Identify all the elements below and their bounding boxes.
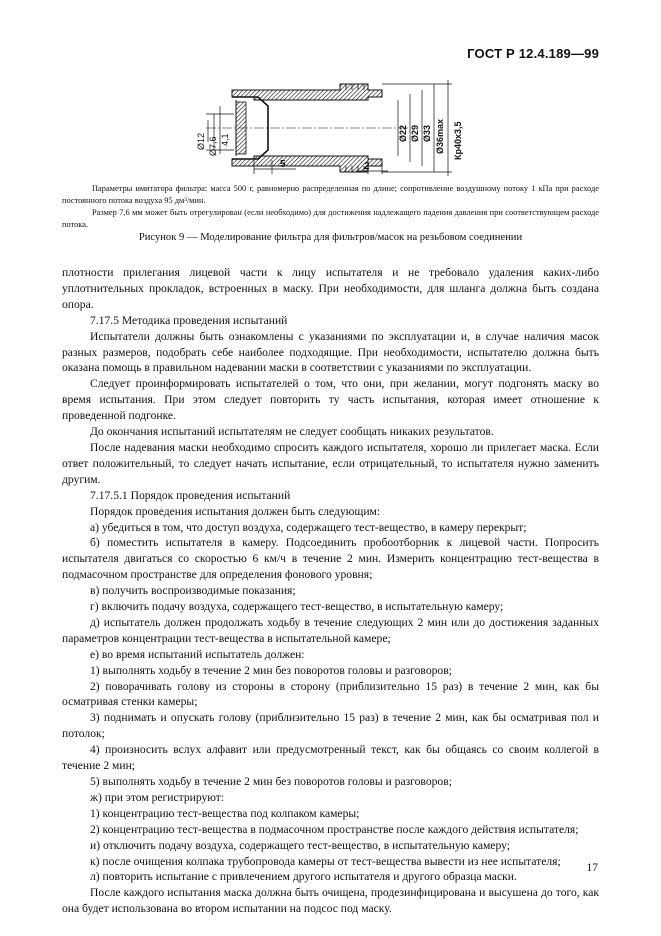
- dim-d29: Ø29: [410, 124, 420, 142]
- list-item: 2) поворачивать голову из стороны в сторону (приблизительно 15 раз) в течение 2 мин, как бы осматривая стенки камеры;: [62, 679, 599, 709]
- dim-d36max: Ø36max: [435, 118, 445, 154]
- figure-parameters: [62, 183, 599, 231]
- section-heading: 7.17.5.1 Порядок проведения испытаний: [90, 488, 291, 502]
- list-item: 3) поднимать и опускать голову (приблизительно 15 раз) в течение 2 мин, как бы осматривая пол и потолок;: [62, 711, 599, 741]
- list-item: д) испытатель должен продолжать ходьбу в течение следующих 2 мин или до достижения заданных параметров концентрации тест-вещества в испытательной камере;: [62, 615, 599, 645]
- dim-41: 4,1: [220, 133, 230, 146]
- dim-thread: Кр40х3,5: [453, 121, 463, 160]
- filter-simulator-drawing: [176, 76, 476, 176]
- list-item: ж) при этом регистрируют:: [90, 790, 225, 804]
- paragraph: Следует проинформировать испытателей о том, что они, при желании, могут подгонять маску во время испытания. При этом следует повторить ту часть испытания, которая имеет отношение к проведенной подгонке.: [62, 377, 599, 423]
- dim-5: 5: [280, 159, 286, 170]
- list-item: 5) выполнять ходьбу в течение 2 мин без поворотов головы и разговоров;: [90, 775, 452, 788]
- paragraph: Испытатели должны быть ознакомлены с указаниями по эксплуатации и, в случае наличия масок разных размеров, подобрать себе наиболее подходящие. При необходимости, испытателю должна быть оказана помощь в правильном надевании маски в соответствии с указаниями по эксплуатации.: [62, 329, 599, 375]
- list-item: 1) концентрацию тест-вещества под колпаком камеры;: [90, 806, 360, 820]
- paragraph: плотности прилегания лицевой части к лицу испытателя и не требовало удаления каких-либо уплотнительных прокладок, встроенных в маску. При необходимости, для шланга должна быть создана опора.: [62, 266, 599, 311]
- paragraph: После каждого испытания маска должна быть очищена, продезинфицирована и высушена до того, как она будет использована во втором испытании на подсос под маску.: [62, 886, 599, 916]
- section-heading: 7.17.5 Методика проведения испытаний: [90, 313, 288, 327]
- list-item: к) после очищения колпака трубопровода камеры от тест-вещества вывести из нее испытателя;: [90, 854, 561, 868]
- list-item: 1) выполнять ходьбу в течение 2 мин без поворотов головы и разговоров;: [90, 663, 452, 677]
- dim-d22: Ø22: [398, 124, 408, 142]
- list-item: в) получить воспроизводимые показания;: [90, 584, 296, 598]
- paragraph: После надевания маски необходимо спросить каждого испытателя, хорошо ли прилегает маска. Если ответ положительный, то следует начать испытание, если отрицательный, то испытателя нужно заменить другим.: [62, 440, 599, 486]
- list-item: 4) произносить вслух алфавит или предусмотренный текст, как бы общаясь со своим коллегой в течение 2 мин;: [62, 743, 599, 773]
- list-item: б) поместить испытателя в камеру. Подсоединить пробоотборник к лицевой части. Попросить испытателя двигаться со скоростью 6 км/ч в течение 2 мин. Измерить концентрацию тест-вещества в подмасочном пространстве для определения фонового уровня;: [62, 536, 599, 582]
- parameters-line-2: Размер 7,6 мм может быть отрегулирован (если необходимо) для достижения надлежащего падения давления при соответствующем расходе потока.: [62, 208, 599, 229]
- list-item: а) убедиться в том, что доступ воздуха, содержащего тест-вещество, в камеру перекрыт;: [90, 520, 527, 534]
- body-text: [62, 265, 599, 917]
- dim-d33: Ø33: [422, 124, 432, 142]
- list-item: 2) концентрацию тест-вещества в подмасочном пространстве после каждого действия испытателя;: [90, 822, 579, 836]
- dim-d12: Ø12: [196, 132, 206, 150]
- paragraph: Порядок проведения испытания должен быть следующим:: [90, 504, 381, 518]
- dim-d76: Ø7,6: [208, 136, 218, 156]
- document-header: ГОСТ Р 12.4.189—99: [467, 46, 599, 61]
- list-item: и) отключить подачу воздуха, содержащего тест-вещество, в испытательную камеру;: [90, 838, 510, 852]
- list-item: л) повторить испытание с привлечением другого испытателя и другого образца маски.: [90, 870, 517, 884]
- page-number: 17: [586, 862, 598, 874]
- figure-caption: Рисунок 9 — Моделирование фильтра для фильтров/масок на резьбовом соединении: [138, 232, 523, 243]
- dim-2: 2: [364, 161, 370, 172]
- paragraph: До окончания испытаний испытателям не следует сообщать никаких результатов.: [90, 425, 494, 439]
- list-item: г) включить подачу воздуха, содержащего тест-вещество, в испытательную камеру;: [90, 600, 504, 614]
- list-item: е) во время испытаний испытатель должен:: [90, 647, 305, 661]
- parameters-line-1: Параметры имитатора фильтра: масса 500 г, равномерно распределенная по длине; сопротивление воздушному потоку 1 кПа при расходе постоянного потока воздуха 95 дм³/мин.: [62, 184, 599, 205]
